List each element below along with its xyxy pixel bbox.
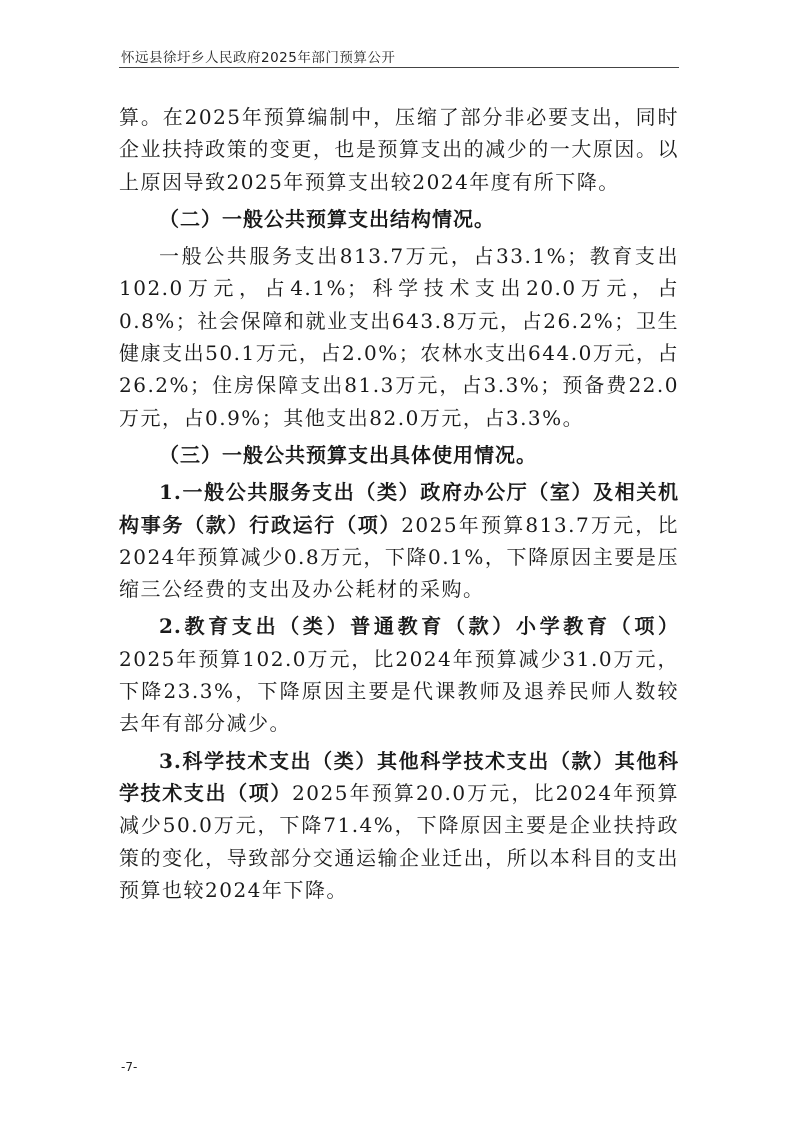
item-2-text: 2025年预算102.0万元，比2024年预算减少31.0万元，下降23.3%，下降原因主要是代课教师及退养民师人数较去年有部分减少。 [119, 646, 679, 736]
item-1-paragraph [119, 476, 679, 605]
page-header: 怀远县徐圩乡人民政府2025年部门预算公开 [121, 50, 396, 66]
section-3-title: （三）一般公共预算支出具体使用情况。 [159, 442, 537, 467]
item-1-heading: 1.一般公共服务支出（类）政府办公厅（室）及相关机构事务（款）行政运行（项） [119, 480, 679, 537]
item-3-text: 2025年预算20.0万元，比2024年预算减少50.0万元，下降71.4%，下降原因主要是企业扶持政策的变化，导致部分交通运输企业迁出，所以本科目的支出预算也较2024年下降。 [119, 780, 680, 902]
section-2-title: （二）一般公共预算支出结构情况。 [159, 206, 495, 231]
document-body [119, 101, 679, 906]
item-3-heading: 3.科学技术支出（类）其他科学技术支出（款）其他科学技术支出（项） [119, 748, 679, 805]
item-3-paragraph [119, 745, 679, 906]
section-2-paragraph: 一般公共服务支出813.7万元，占33.1%；教育支出102.0万元，占4.1%；科学技术支出20.0万元，占0.8%；社会保障和就业支出643.8万元，占26.2%；卫生健康支出50.1万元，占2.0%；农林水支出644.0万元，占26.2%；住房保障支出81.3万元，占3.3%；预备费22.0万元，占0.9%；其他支出82.0万元，占3.3%。 [119, 244, 679, 430]
item-1-text: 2025年预算813.7万元，比2024年预算减少0.8万元，下降0.1%，下降原因主要是压缩三公经费的支出及办公耗材的采购。 [119, 512, 680, 602]
continuation-paragraph: 算。在2025年预算编制中，压缩了部分非必要支出，同时企业扶持政策的变更，也是预算支出的减少的一大原因。以上原因导致2025年预算支出较2024年度有所下降。 [119, 105, 679, 194]
header-divider [119, 67, 679, 68]
page-number: -7- [121, 1060, 138, 1074]
item-2-heading: 2.教育支出（类）普通教育（款）小学教育（项） [159, 614, 679, 639]
item-2-paragraph [119, 610, 679, 739]
